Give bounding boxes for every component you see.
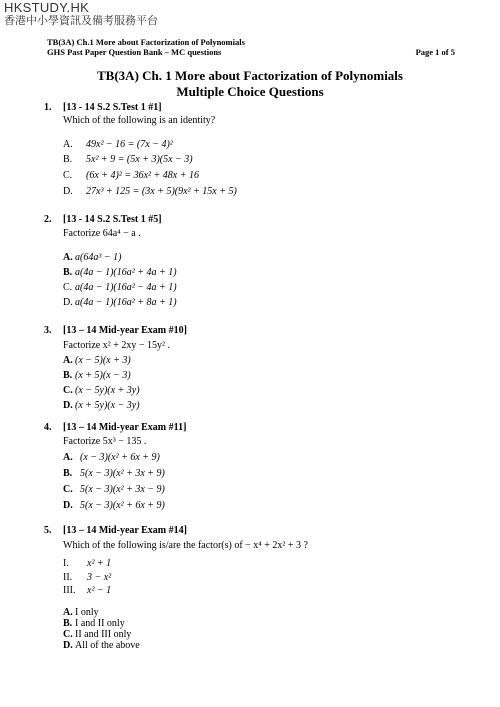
question-source: [13 – 14 Mid-year Exam #14]: [63, 525, 187, 536]
option-expression: (x − 5)(x + 3): [75, 355, 131, 366]
option-key: C.: [63, 170, 73, 181]
option-key: D.: [63, 186, 73, 197]
option-b: [63, 267, 177, 279]
option-text: I only: [75, 607, 99, 618]
option-expression: 5(x − 3)(x² + 6x + 9): [80, 500, 165, 511]
document-subtitle: Multiple Choice Questions: [176, 84, 324, 99]
header-bank: GHS Past Paper Question Bank – MC questions: [47, 47, 222, 57]
watermark-site-name: HKSTUDY.HK: [4, 0, 90, 15]
option-expression: a(4a − 1)(16a² + 8a + 1): [75, 297, 177, 308]
question-prompt: Factorize 64a⁴ − a .: [63, 228, 141, 239]
option-a: [63, 139, 173, 151]
statement-key: III.: [63, 585, 76, 596]
statement-expression: 3 − x²: [87, 572, 112, 583]
option-key: C.: [63, 385, 73, 396]
option-expression: (x + 5)(x − 3): [75, 370, 131, 381]
running-header: [47, 37, 455, 57]
option-expression: 49x² − 16 = (7x − 4)²: [86, 139, 173, 150]
option-expression: (6x + 4)² = 36x² + 48x + 16: [86, 170, 199, 181]
option-expression: 5(x − 3)(x² + 3x − 9): [80, 484, 165, 495]
document-title: TB(3A) Ch. 1 More about Factorization of Polynomials: [97, 68, 403, 83]
option-expression: a(4a − 1)(16a² − 4a + 1): [75, 282, 177, 293]
option-c: [63, 170, 199, 182]
option-key: B.: [63, 370, 73, 381]
statement-iii: [63, 585, 111, 597]
question-number: 5.: [44, 525, 52, 536]
option-key: D.: [63, 400, 73, 411]
option-text: All of the above: [75, 640, 140, 651]
option-key: C.: [63, 282, 73, 293]
header-chapter: TB(3A) Ch.1 More about Factorization of Polynomials: [47, 37, 245, 47]
site-watermark: [4, 1, 158, 28]
option-key: C.: [63, 629, 73, 640]
option-key: A.: [63, 607, 73, 618]
question-prompt: Which of the following is/are the factor(s) of − x⁴ + 2x² + 3 ?: [63, 540, 308, 551]
option-c: [63, 282, 177, 294]
option-expression: (x − 3)(x² + 6x + 9): [80, 452, 160, 463]
option-b: [63, 370, 131, 382]
question-number: 4.: [44, 422, 52, 433]
question-source: [13 – 14 Mid-year Exam #10]: [63, 325, 187, 336]
option-d: [63, 500, 165, 512]
option-key: B.: [63, 267, 73, 278]
statement-ii: [63, 572, 111, 584]
option-expression: 5(x − 3)(x² + 3x + 9): [80, 468, 165, 479]
option-key: B.: [63, 468, 73, 479]
option-b: [63, 468, 165, 480]
option-a: [63, 452, 160, 464]
option-d: [63, 640, 140, 652]
statement-expression: x² + 1: [87, 558, 112, 569]
statement-i: [63, 558, 111, 570]
option-a: [63, 252, 121, 264]
watermark-tagline: 香港中小學資訊及備考服務平台: [4, 15, 158, 27]
option-expression: a(4a − 1)(16a² + 4a + 1): [75, 267, 177, 278]
statement-key: II.: [63, 572, 73, 583]
option-key: D.: [63, 297, 73, 308]
option-expression: a(64a³ − 1): [75, 252, 122, 263]
option-expression: 27x³ + 125 = (3x + 5)(9x² + 15x + 5): [86, 186, 237, 197]
option-expression: 5x² + 9 = (5x + 3)(5x − 3): [86, 154, 193, 165]
option-key: B.: [63, 618, 73, 629]
option-text: I and II only: [75, 618, 125, 629]
option-key: D.: [63, 500, 73, 511]
option-key: A.: [63, 355, 73, 366]
option-b: [63, 154, 193, 166]
option-c: [63, 385, 140, 397]
question-prompt: Factorize x² + 2xy − 15y² .: [63, 340, 170, 351]
option-text: II and III only: [75, 629, 132, 640]
option-a: [63, 355, 131, 367]
option-c: [63, 484, 165, 496]
option-expression: (x + 5y)(x − 3y): [75, 400, 140, 411]
option-key: A.: [63, 139, 73, 150]
question-number: 1.: [44, 102, 52, 113]
option-d: [63, 297, 177, 309]
question-prompt: Factorize 5x³ − 135 .: [63, 436, 147, 447]
question-prompt: Which of the following is an identity?: [63, 115, 216, 126]
option-key: A.: [63, 452, 73, 463]
question-number: 3.: [44, 325, 52, 336]
question-source: [13 - 14 S.2 S.Test 1 #5]: [63, 214, 162, 225]
question-source: [13 - 14 S.2 S.Test 1 #1]: [63, 102, 162, 113]
statement-expression: x² − 1: [87, 585, 112, 596]
header-page-number: Page 1 of 5: [415, 47, 455, 57]
option-key: B.: [63, 154, 73, 165]
statement-key: I.: [63, 558, 69, 569]
option-d: [63, 186, 237, 198]
option-d: [63, 400, 140, 412]
option-key: A.: [63, 252, 73, 263]
option-key: D.: [63, 640, 73, 651]
question-number: 2.: [44, 214, 52, 225]
option-key: C.: [63, 484, 73, 495]
question-source: [13 – 14 Mid-year Exam #11]: [63, 422, 187, 433]
option-expression: (x − 5y)(x + 3y): [75, 385, 140, 396]
